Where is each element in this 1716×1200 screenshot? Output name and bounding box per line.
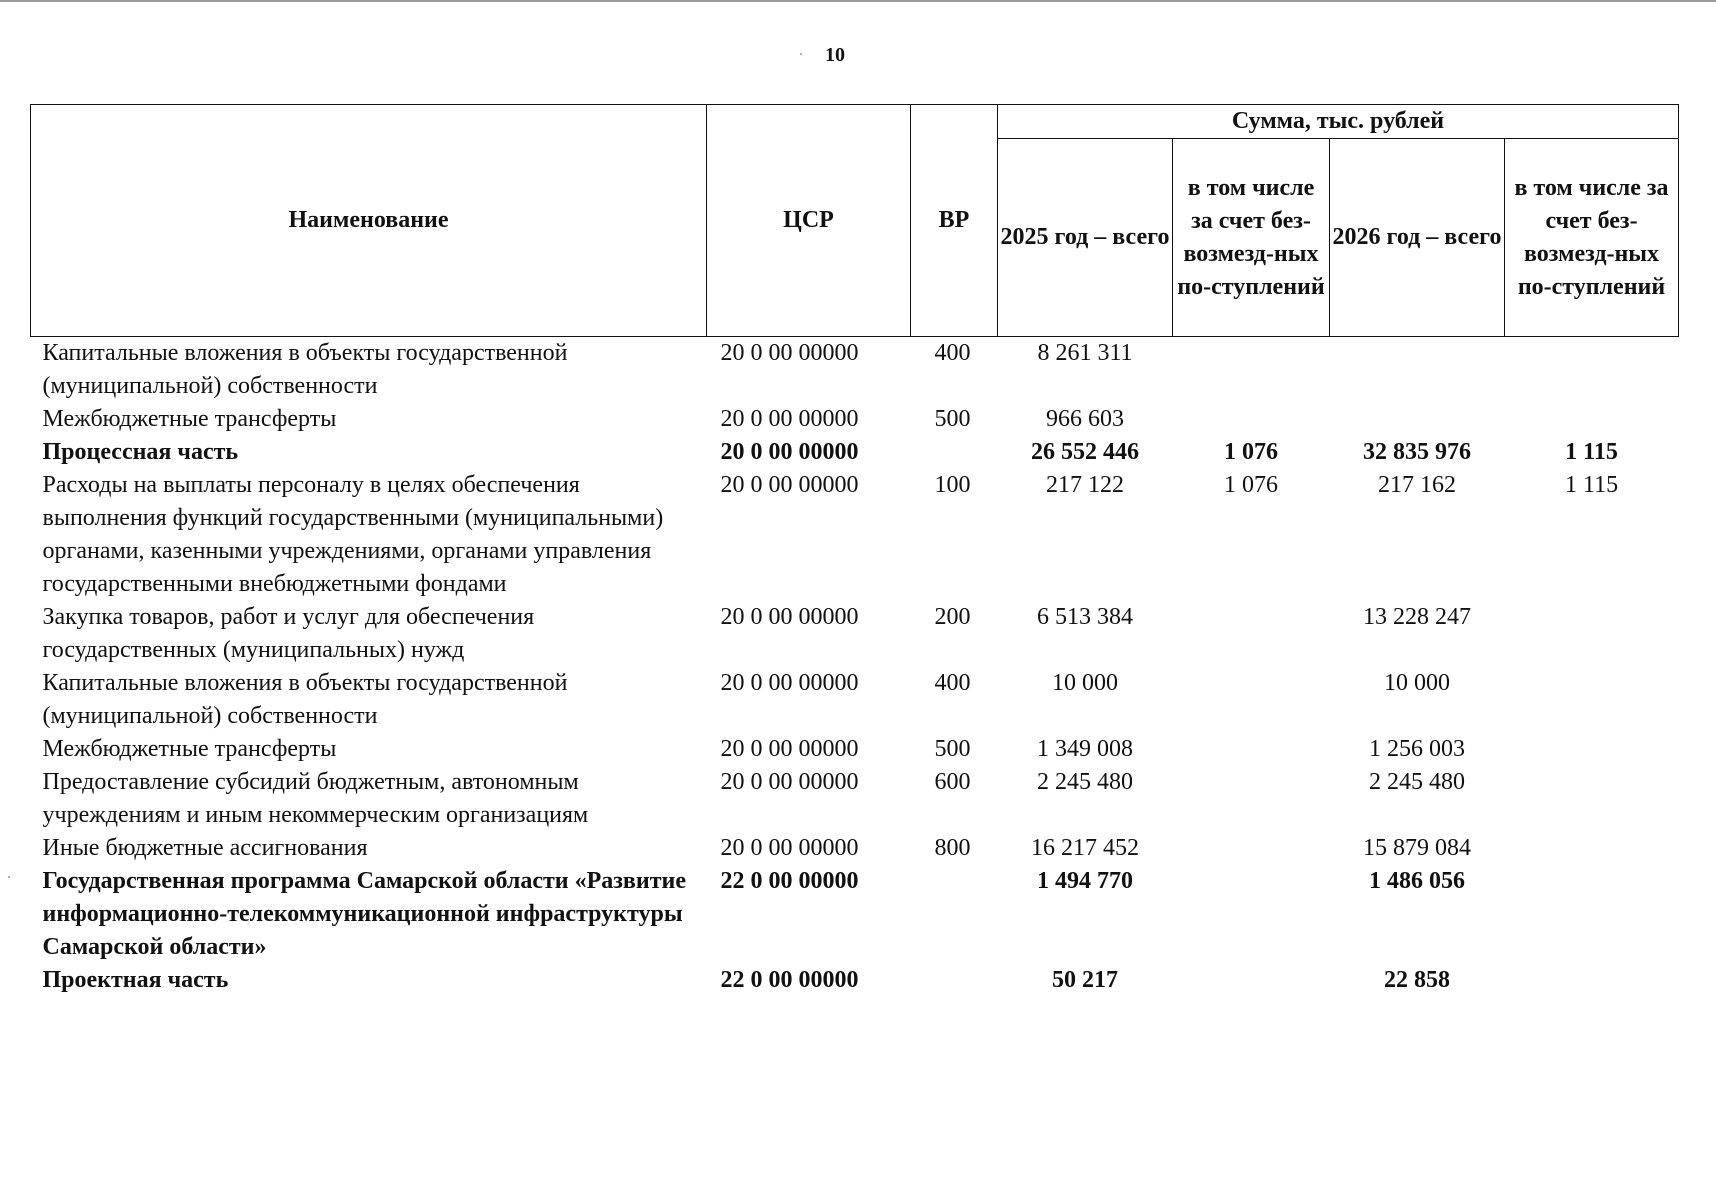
- table-row: [31, 403, 1679, 436]
- row-name: Межбюджетные трансферты: [42, 736, 337, 762]
- row-2025-grants: [1173, 337, 1330, 404]
- row-csr: 20 0 00 00000: [720, 340, 859, 366]
- row-name: Государственная программа Самарской области «Развитие информационно-телекоммуникационной инфраструктуры Самарской области»: [42, 868, 686, 960]
- row-vr: 100: [934, 472, 971, 498]
- row-csr: 20 0 00 00000: [720, 406, 859, 432]
- table-row: [31, 865, 1679, 964]
- table-row: [31, 964, 1679, 997]
- header-sum-group: Сумма, тыс. рублей: [998, 105, 1679, 139]
- row-name: Расходы на выплаты персоналу в целях обеспечения выполнения функций государственными (муниципальными) органами, казенными учреждениями, органами управления государственными внебюджетными фондами: [42, 472, 664, 597]
- header-2025-total: 2025 год – всего: [998, 139, 1173, 337]
- header-2026-total: 2026 год – всего: [1330, 139, 1505, 337]
- row-csr: 22 0 00 00000: [720, 868, 859, 894]
- header-2025-grants: в том числе за счет без-возмезд-ных по-ступлений: [1173, 139, 1330, 337]
- row-2025-grants: [1173, 865, 1330, 964]
- row-2026-total: [1330, 403, 1505, 436]
- header-name: Наименование: [31, 105, 707, 337]
- row-name: Процессная часть: [42, 439, 239, 465]
- row-vr: 400: [934, 340, 971, 366]
- row-2026-total: 32 835 976: [1363, 439, 1471, 465]
- row-vr: 500: [934, 406, 971, 432]
- row-2026-grants: [1505, 733, 1679, 766]
- row-2025-total: 2 245 480: [1037, 769, 1133, 795]
- table-row: [31, 733, 1679, 766]
- row-2025-total: 16 217 452: [1031, 835, 1139, 861]
- row-2026-grants: 1 115: [1564, 472, 1619, 498]
- header-vr: ВР: [911, 105, 998, 337]
- scan-speck: [800, 53, 802, 55]
- row-csr: 20 0 00 00000: [720, 604, 859, 630]
- row-2026-total: 1 256 003: [1369, 736, 1465, 762]
- table-row: [31, 601, 1679, 667]
- row-2025-total: 966 603: [1046, 406, 1124, 432]
- row-name: Закупка товаров, работ и услуг для обеспечения государственных (муниципальных) нужд: [42, 604, 535, 663]
- header-2026-grants: в том числе за счет без-возмезд-ных по-ступлений: [1505, 139, 1679, 337]
- row-vr: 600: [934, 769, 971, 795]
- row-name: Капитальные вложения в объекты государственной (муниципальной) собственности: [42, 670, 568, 729]
- row-vr: 200: [934, 604, 971, 630]
- page-number: 10: [825, 44, 845, 66]
- row-2025-total: 6 513 384: [1037, 604, 1133, 630]
- row-2026-grants: [1505, 865, 1679, 964]
- row-csr: 20 0 00 00000: [720, 835, 859, 861]
- row-2026-total: 1 486 056: [1369, 868, 1465, 894]
- budget-table: [30, 104, 1679, 997]
- scan-speck: [8, 876, 10, 878]
- row-2025-total: 26 552 446: [1031, 439, 1139, 465]
- scan-edge: [0, 0, 1716, 2]
- row-2025-grants: 1 076: [1224, 439, 1278, 465]
- row-2026-grants: [1505, 601, 1679, 667]
- row-vr: 400: [934, 670, 971, 696]
- row-2025-grants: [1173, 667, 1330, 733]
- table-row: [31, 832, 1679, 865]
- row-2025-total: 1 349 008: [1037, 736, 1133, 762]
- row-2025-grants: [1173, 832, 1330, 865]
- row-2025-total: 10 000: [1052, 670, 1118, 696]
- table-row: [31, 667, 1679, 733]
- row-2025-grants: 1 076: [1224, 472, 1278, 498]
- row-2025-grants: [1173, 403, 1330, 436]
- row-2026-total: 22 858: [1384, 967, 1450, 993]
- table-row: [31, 436, 1679, 469]
- table-row: [31, 766, 1679, 832]
- row-csr: 20 0 00 00000: [720, 736, 859, 762]
- row-vr: 800: [934, 835, 971, 861]
- row-2026-grants: [1505, 667, 1679, 733]
- row-2026-total: 15 879 084: [1363, 835, 1471, 861]
- row-csr: 22 0 00 00000: [720, 967, 859, 993]
- row-2025-total: 1 494 770: [1037, 868, 1133, 894]
- row-2026-grants: 1 115: [1565, 439, 1618, 465]
- row-2025-grants: [1173, 766, 1330, 832]
- row-2026-total: 2 245 480: [1369, 769, 1465, 795]
- row-2026-total: 13 228 247: [1363, 604, 1471, 630]
- table-row: [31, 469, 1679, 601]
- row-name: Иные бюджетные ассигнования: [42, 835, 368, 861]
- row-2025-grants: [1173, 601, 1330, 667]
- row-2026-grants: [1505, 403, 1679, 436]
- row-2025-total: 50 217: [1052, 967, 1118, 993]
- row-name: Капитальные вложения в объекты государственной (муниципальной) собственности: [42, 340, 568, 399]
- row-2026-grants: [1505, 766, 1679, 832]
- row-2026-grants: [1505, 337, 1679, 404]
- table-row: [31, 337, 1679, 404]
- row-2025-grants: [1173, 964, 1330, 997]
- row-2026-total: 10 000: [1384, 670, 1450, 696]
- row-vr: [911, 436, 998, 469]
- row-2025-total: 217 122: [1046, 472, 1124, 498]
- row-2026-total: 217 162: [1378, 472, 1456, 498]
- row-name: Межбюджетные трансферты: [42, 406, 337, 432]
- row-name: Проектная часть: [42, 967, 229, 993]
- table-header: [31, 105, 1679, 337]
- row-2026-total: [1330, 337, 1505, 404]
- row-2026-grants: [1505, 964, 1679, 997]
- header-csr: ЦСР: [707, 105, 911, 337]
- row-vr: [911, 964, 998, 997]
- row-vr: [911, 865, 998, 964]
- row-csr: 20 0 00 00000: [720, 769, 859, 795]
- table-body: [31, 337, 1679, 998]
- row-2025-grants: [1173, 733, 1330, 766]
- row-csr: 20 0 00 00000: [720, 472, 859, 498]
- row-2025-total: 8 261 311: [1037, 340, 1133, 366]
- row-vr: 500: [934, 736, 971, 762]
- row-2026-grants: [1505, 832, 1679, 865]
- row-name: Предоставление субсидий бюджетным, автономным учреждениям и иным некоммерческим организациям: [42, 769, 589, 828]
- row-csr: 20 0 00 00000: [720, 439, 859, 465]
- row-csr: 20 0 00 00000: [720, 670, 859, 696]
